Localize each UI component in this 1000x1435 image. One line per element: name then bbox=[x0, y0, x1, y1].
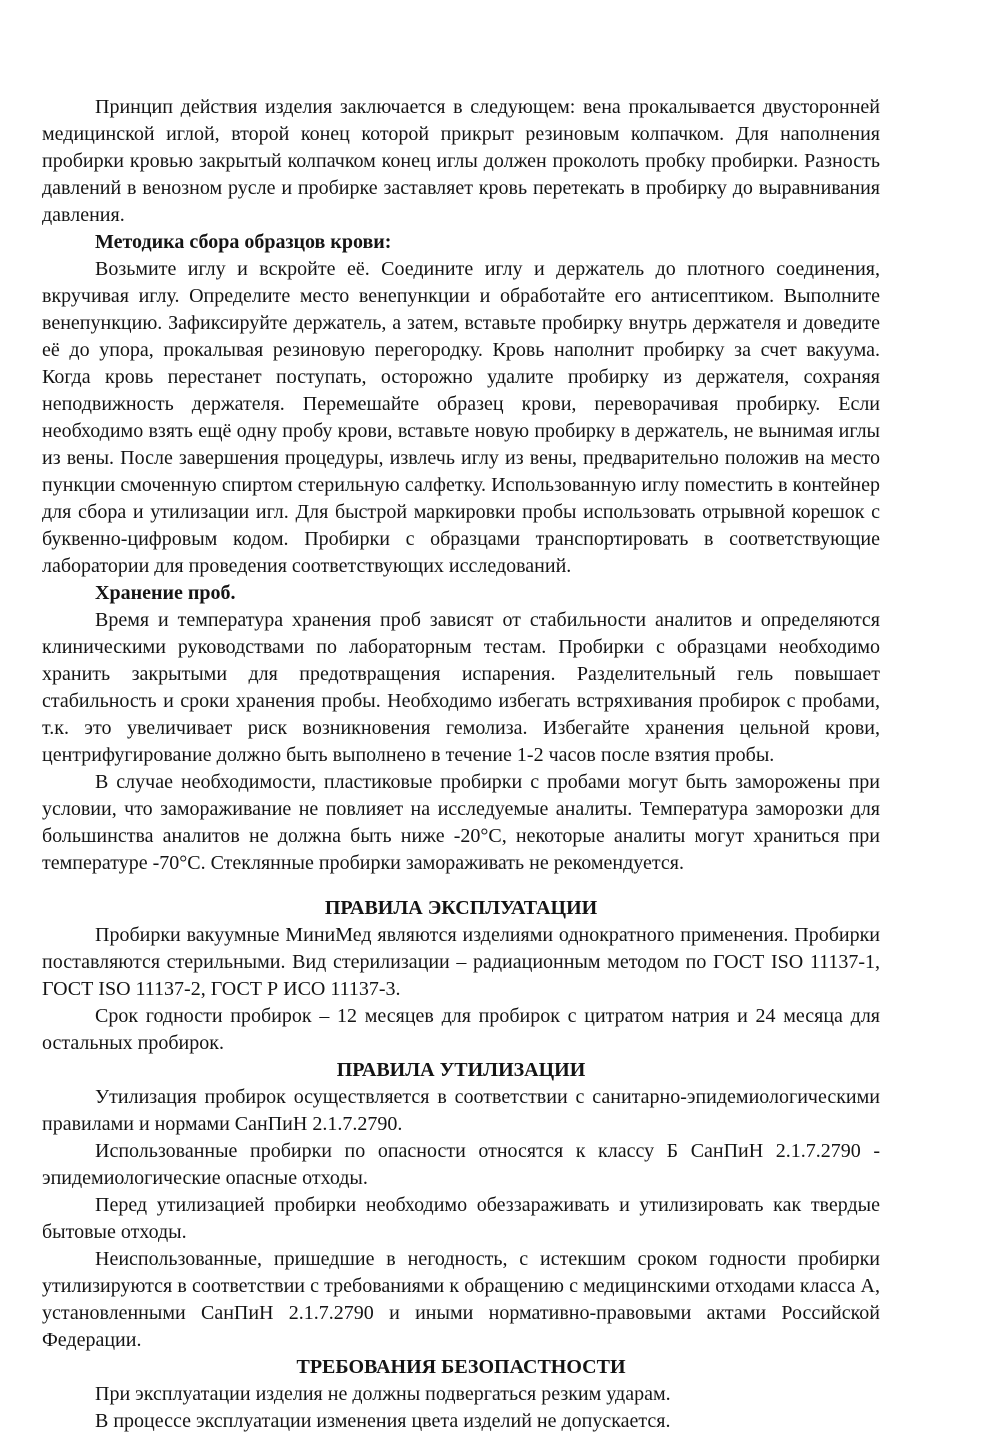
paragraph-freezing-conditions: В случае необходимости, пластиковые пробирки с пробами могут быть заморожены при условии, что замораживание не повлияет на исследуемые аналиты. Температура заморозки для большинства аналитов не должна быть ниже -20°С, некоторые аналиты могут храниться при температуре -70°С. Стеклянные пробирки замораживать не рекомендуется. bbox=[42, 771, 880, 874]
paragraph-single-use-sterilization: Пробирки вакуумные МиниМед являются изделиями однократного применения. Пробирки поставляются стерильными. Вид стерилизации – радиационным методом по ГОСТ ISO 11137-1, ГОСТ ISO 11137-2, ГОСТ Р ИСО 11137-3. bbox=[42, 924, 880, 1000]
paragraph-no-color-change: В процессе эксплуатации изменения цвета изделий не допускается. bbox=[95, 1410, 671, 1432]
paragraph-storage-conditions: Время и температура хранения проб зависят от стабильности аналитов и определяются клиническими руководствами по лабораторным тестам. Пробирки с образцами необходимо хранить закрытыми для предотвращения испарения. Разделительный гель повышает стабильность и сроки хранения пробы. Необходимо избегать встряхивания пробирок с пробами, т.к. это увеличивает риск возникновения гемолиза. Избегайте хранения цельной крови, центрифугирование должно быть выполнено в течение 1-2 часов после взятия пробы. bbox=[42, 609, 880, 766]
document-content bbox=[42, 94, 880, 1435]
paragraph-shelf-life: Срок годности пробирок – 12 месяцев для пробирок с цитратом натрия и 24 месяца для остальных пробирок. bbox=[42, 1005, 880, 1054]
heading-operating-rules: ПРАВИЛА ЭКСПЛУАТАЦИИ bbox=[324, 897, 598, 919]
heading-disposal-rules: ПРАВИЛА УТИЛИЗАЦИИ bbox=[336, 1059, 586, 1081]
heading-safety-requirements: ТРЕБОВАНИЯ БЕЗОПАСТНОСТИ bbox=[296, 1356, 626, 1378]
paragraph-no-sharp-impacts: При эксплуатации изделия не должны подвергаться резким ударам. bbox=[95, 1383, 671, 1405]
paragraph-unused-expired-tubes: Неиспользованные, пришедшие в негодность, с истекшим сроком годности пробирки утилизируются в соответствии с требованиями к обращению с медицинскими отходами класса А, установленными СанПиН 2.1.7.2790 и иными нормативно-правовыми актами Российской Федерации. bbox=[42, 1248, 880, 1351]
paragraph-disinfection-before-disposal: Перед утилизацией пробирки необходимо обеззараживать и утилизировать как твердые бытовые отходы. bbox=[42, 1194, 880, 1243]
paragraph-used-tubes-class-b: Использованные пробирки по опасности относятся к классу Б СанПиН 2.1.7.2790 - эпидемиологические опасные отходы. bbox=[42, 1140, 880, 1189]
paragraph-collection-procedure: Возьмите иглу и вскройте её. Соедините иглу и держатель до плотного соединения, вкручивая иглу. Определите место венепункции и обработайте его антисептиком. Выполните венепункцию. Зафиксируйте держатель, а затем, вставьте пробирку внутрь держателя и доведите её до упора, прокалывая резиновую перегородку. Кровь наполнит пробирку за счет вакуума. Когда кровь перестанет поступать, осторожно удалите пробирку из держателя, сохраняя неподвижность держателя. Перемешайте образец крови, переворачивая пробирку. Если необходимо взять ещё одну пробу крови, вставьте новую пробирку в держатель, не вынимая иглы из вены. После завершения процедуры, извлечь иглу из вены, предварительно положив на место пункции смоченную спиртом стерильную салфетку. Использованную иглу поместить в контейнер для сбора и утилизации игл. Для быстрой маркировки пробы использовать отрывной корешок с буквенно-цифровым кодом. Пробирки с образцами транспортировать в соответствующие лаборатории для проведения соответствующих исследований. bbox=[42, 258, 880, 577]
paragraph-operating-principle: Принцип действия изделия заключается в следующем: вена прокалывается двусторонней медицинской иглой, второй конец которой прикрыт резиновым колпачком. Для наполнения пробирки кровью закрытый колпачком конец иглы должен проколоть пробку пробирки. Разность давлений в венозном русле и пробирке заставляет кровь перетекать в пробирку до выравнивания давления. bbox=[42, 96, 880, 226]
heading-sample-storage: Хранение проб. bbox=[95, 582, 236, 604]
paragraph-disposal-sanpin: Утилизация пробирок осуществляется в соответствии с санитарно-эпидемиологическими правилами и нормами СанПиН 2.1.7.2790. bbox=[42, 1086, 880, 1135]
heading-blood-sample-collection-method: Методика сбора образцов крови: bbox=[95, 231, 392, 253]
